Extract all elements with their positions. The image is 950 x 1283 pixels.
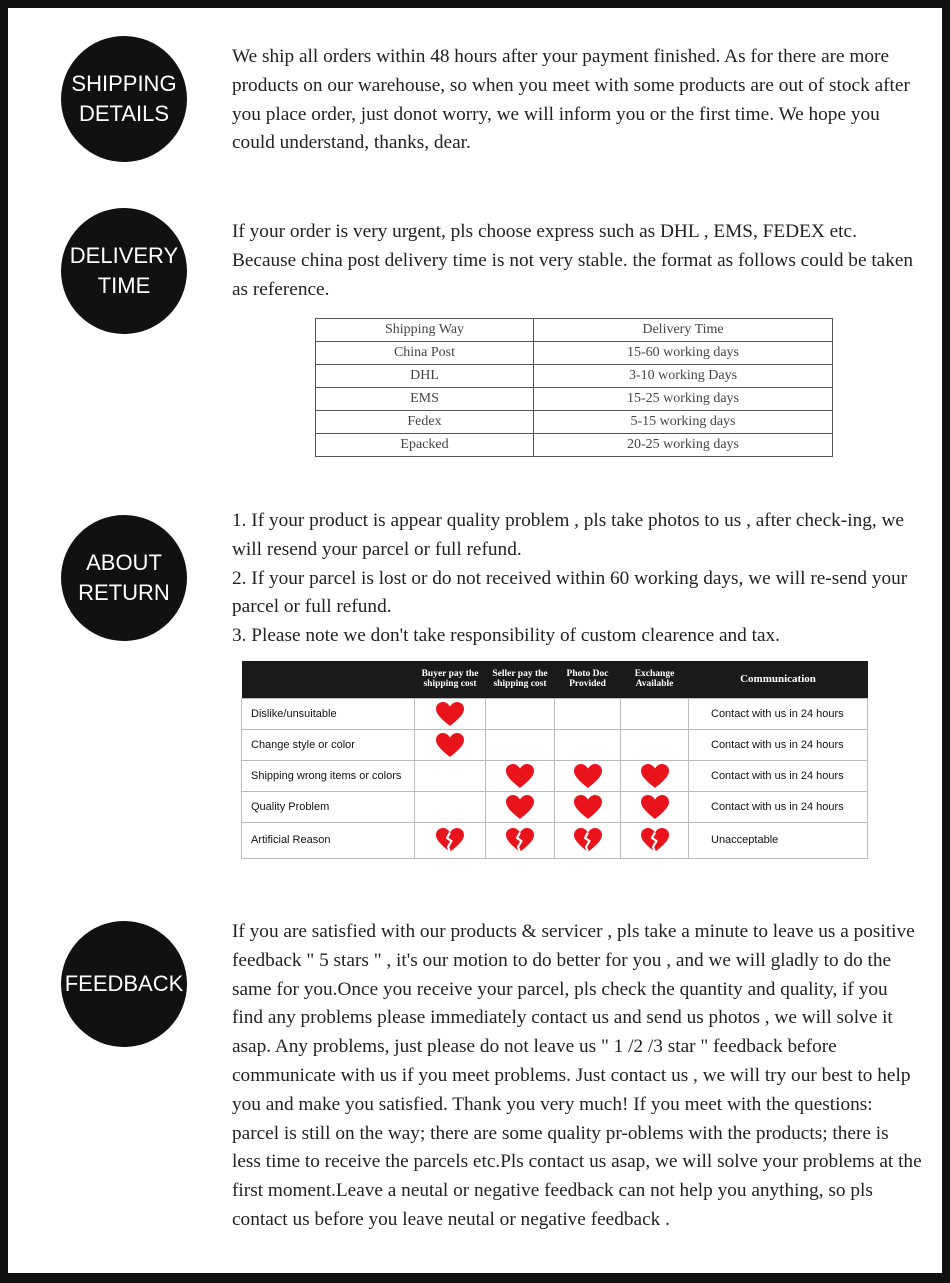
- return-line: 1. If your product is appear quality problem , pls take photos to us , after check-ing, we will resend your parcel or full refund.: [232, 510, 904, 560]
- table-cell: DHL: [316, 365, 534, 388]
- table-row: [316, 388, 833, 411]
- mark-cell: [621, 729, 689, 760]
- header-cell: Exchange Available: [634, 669, 675, 690]
- mark-cell: [555, 760, 621, 791]
- about-return-badge: [61, 515, 187, 641]
- mark-cell: [486, 791, 555, 822]
- table-cell: China Post: [316, 342, 534, 365]
- heart-icon: [640, 794, 670, 820]
- table-row: [316, 342, 833, 365]
- heart-icon: [435, 732, 465, 758]
- header-cell: Buyer pay the shipping cost: [421, 669, 479, 690]
- broken-heart-icon: [573, 827, 603, 853]
- paragraph: If your order is very urgent, pls choose express such as DHL , EMS, FEDEX etc. Because china post delivery time is not very stable. the format as follows could be taken as reference.: [232, 221, 914, 300]
- table-row: [242, 698, 868, 729]
- mark-cell: [486, 760, 555, 791]
- badge-line: SHIPPING: [71, 71, 177, 96]
- communication-cell: Contact with us in 24 hours: [689, 729, 868, 760]
- broken-heart-icon: [435, 827, 465, 853]
- header-cell: Communication: [740, 673, 816, 686]
- mark-cell: [415, 729, 486, 760]
- shipping-details-text: [232, 43, 922, 158]
- row-label: Dislike/unsuitable: [242, 698, 415, 729]
- table-cell: 3-10 working Days: [534, 365, 833, 388]
- row-label: Artificial Reason: [242, 822, 415, 858]
- heart-icon: [505, 794, 535, 820]
- table-row: [316, 434, 833, 457]
- mark-cell: [621, 791, 689, 822]
- badge-line: ABOUT: [86, 550, 162, 575]
- table-row: [242, 729, 868, 760]
- paragraph: If you are satisfied with our products & servicer , pls take a minute to leave us a positive feedback " 5 stars " , it's our motion to do better for you , and we will gladly to do the same for you.Once you receive your parcel, pls check the quantity and quality, if you find any problems please immediately contact us and send us photos , we will solve it asap. Any problems, just please do not leave us " 1 /2 /3 star " feedback before communicate with us if you meet problems. Just contact us , we will try our best to help you and make you satisfied. Thank you very much! If you meet with the questions: parcel is still on the way; there are some quality pr-oblems with the products; there is less time to receive the parcels etc.Pls contact us asap, we will solve your problems at the first moment.Leave a neutal or negative feedback can not help you anything, so pls contact us before you leave neutal or negative feedback .: [232, 921, 922, 1230]
- header-cell: Photo Doc Provided: [566, 669, 609, 690]
- badge-line: FEEDBACK: [64, 971, 184, 996]
- communication-cell: Contact with us in 24 hours: [689, 791, 868, 822]
- mark-cell: [486, 698, 555, 729]
- broken-heart-icon: [640, 827, 670, 853]
- row-label: Change style or color: [242, 729, 415, 760]
- header-cell: [242, 661, 415, 698]
- table-row: [242, 760, 868, 791]
- mark-cell: [415, 822, 486, 858]
- feedback-badge: [61, 921, 187, 1047]
- return-line: 2. If your parcel is lost or do not received within 60 working days, we will re-send your parcel or full refund.: [232, 567, 908, 618]
- mark-cell: [621, 822, 689, 858]
- shipping-details-badge: [61, 36, 187, 162]
- communication-cell: Unacceptable: [689, 822, 868, 858]
- page-frame: [8, 8, 942, 1273]
- return-line: 3. Please note we don't take responsibility of custom clearence and tax.: [232, 625, 780, 647]
- table-header-row: [316, 319, 833, 342]
- delivery-time-text: [232, 218, 922, 304]
- communication-cell: Contact with us in 24 hours: [689, 760, 868, 791]
- heart-icon: [505, 763, 535, 789]
- table-cell: 15-60 working days: [534, 342, 833, 365]
- heart-icon: [435, 701, 465, 727]
- mark-cell: [555, 822, 621, 858]
- mark-cell: [555, 791, 621, 822]
- table-cell: 5-15 working days: [534, 411, 833, 434]
- row-label: Shipping wrong items or colors: [242, 760, 415, 791]
- table-row: [316, 411, 833, 434]
- mark-cell: [621, 698, 689, 729]
- broken-heart-icon: [505, 827, 535, 853]
- delivery-time-table: [315, 318, 833, 457]
- table-cell: 20-25 working days: [534, 434, 833, 457]
- table-row: [242, 822, 868, 858]
- table-row: [242, 791, 868, 822]
- heart-icon: [573, 763, 603, 789]
- return-policy-table: [241, 661, 868, 859]
- badge-line: TIME: [97, 273, 151, 298]
- feedback-text: [232, 918, 922, 1235]
- communication-cell: Contact with us in 24 hours: [689, 698, 868, 729]
- table-header-row: [242, 661, 868, 698]
- mark-cell: [555, 729, 621, 760]
- mark-cell: [621, 760, 689, 791]
- heart-icon: [573, 794, 603, 820]
- mark-cell: [555, 698, 621, 729]
- mark-cell: [486, 822, 555, 858]
- table-row: [316, 365, 833, 388]
- mark-cell: [486, 729, 555, 760]
- table-cell: 15-25 working days: [534, 388, 833, 411]
- table-cell: Fedex: [316, 411, 534, 434]
- delivery-time-badge: [61, 208, 187, 334]
- header-cell: Seller pay the shipping cost: [492, 669, 548, 690]
- header-cell: Delivery Time: [534, 319, 833, 342]
- mark-cell: [415, 760, 486, 791]
- badge-line: DETAILS: [78, 101, 170, 126]
- badge-line: RETURN: [78, 580, 170, 605]
- mark-cell: [415, 791, 486, 822]
- badge-line: DELIVERY: [69, 243, 179, 268]
- header-cell: Shipping Way: [316, 319, 534, 342]
- row-label: Quality Problem: [242, 791, 415, 822]
- heart-icon: [640, 763, 670, 789]
- mark-cell: [415, 698, 486, 729]
- about-return-text: [232, 507, 922, 651]
- table-cell: Epacked: [316, 434, 534, 457]
- table-cell: EMS: [316, 388, 534, 411]
- paragraph: We ship all orders within 48 hours after your payment finished. As for there are more products on our warehouse, so when you meet with some products are out of stock after you place order, just donot worry, we will inform you or the first time. We hope you could understand, thanks, dear.: [232, 46, 910, 154]
